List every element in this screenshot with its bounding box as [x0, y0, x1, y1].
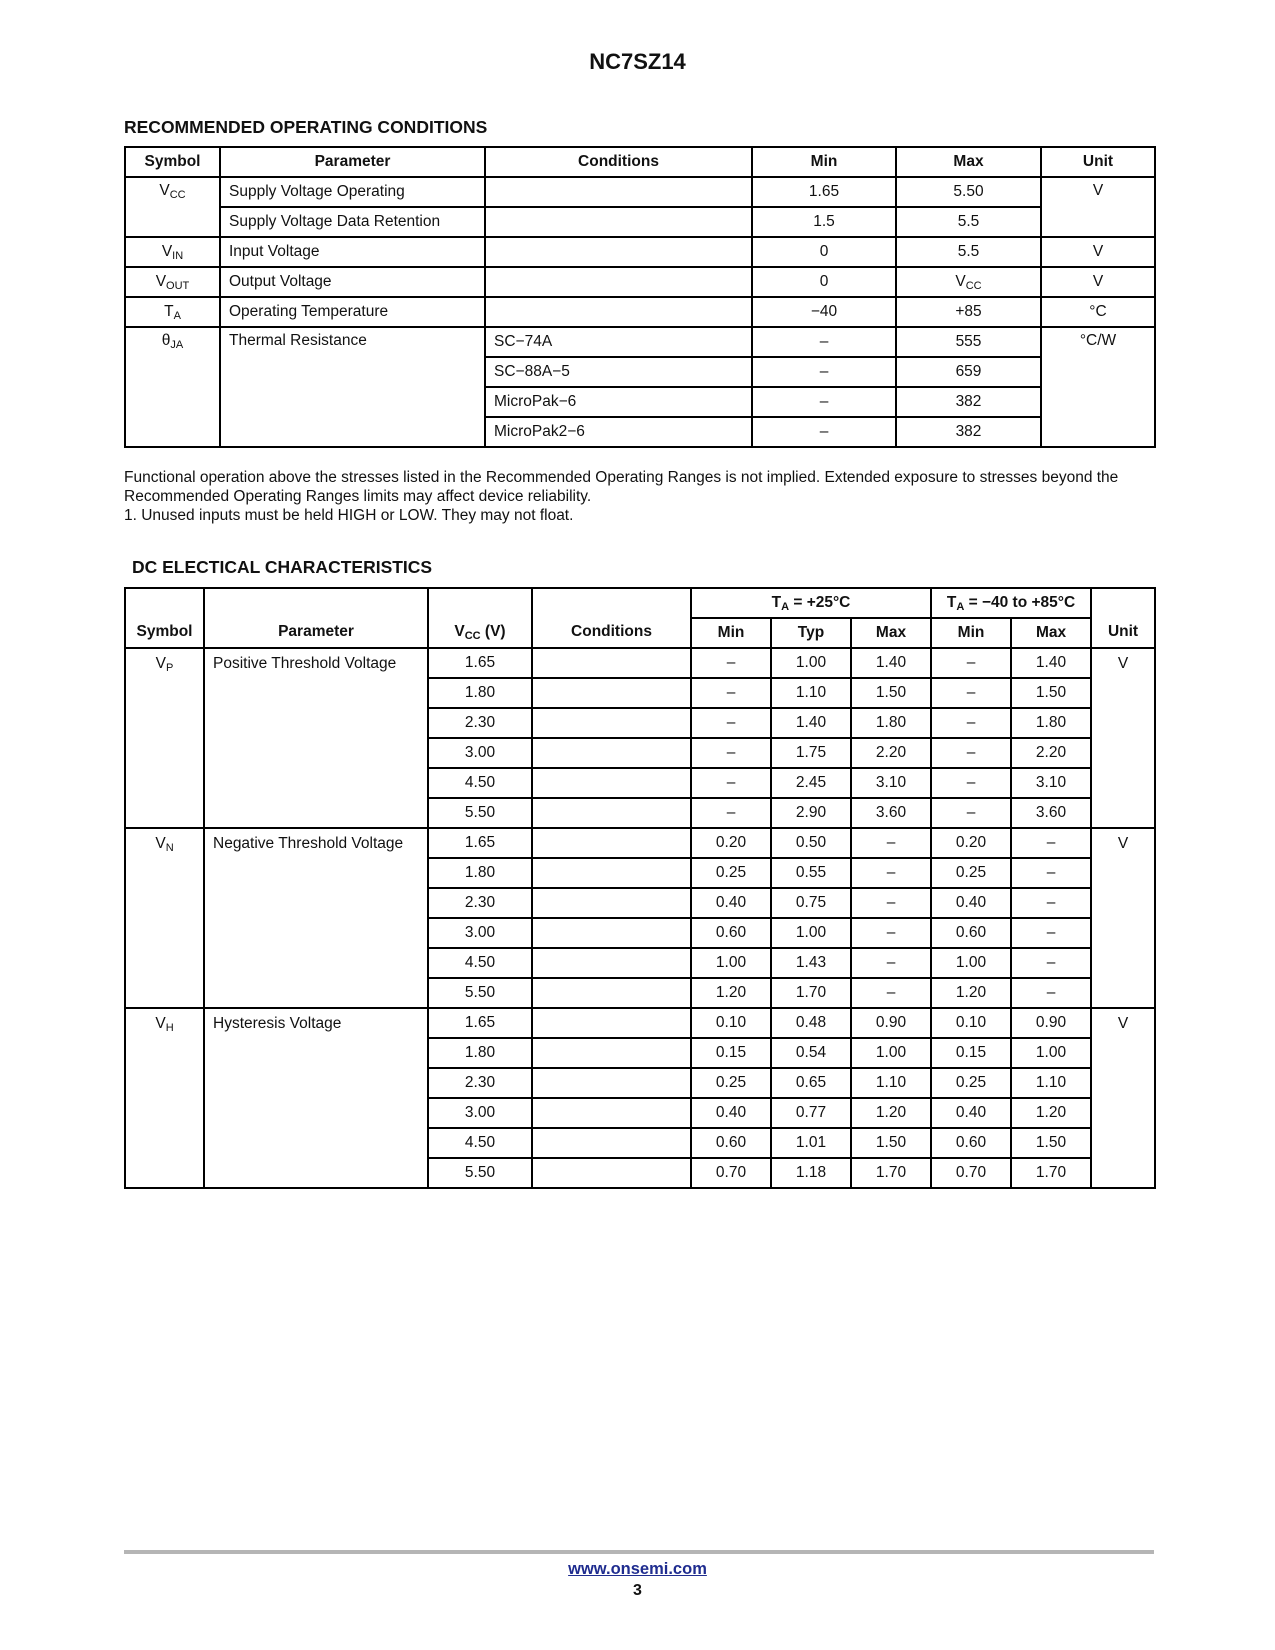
conditions-cell: [532, 1128, 691, 1158]
col-min: Min: [931, 618, 1011, 648]
conditions-cell: [532, 888, 691, 918]
max-cell: 5.5: [896, 237, 1041, 267]
typ-cell: 0.77: [771, 1098, 851, 1128]
max-cell: 2.20: [1011, 738, 1091, 768]
max-cell: 3.10: [1011, 768, 1091, 798]
max-cell: 1.70: [1011, 1158, 1091, 1188]
min-cell: –: [691, 768, 771, 798]
conditions-cell: [532, 948, 691, 978]
min-cell: –: [691, 708, 771, 738]
conditions-cell: [485, 207, 752, 237]
conditions-cell: [532, 1008, 691, 1038]
conditions-cell: [532, 858, 691, 888]
unit-cell: V: [1091, 1008, 1155, 1188]
min-cell: 1.00: [691, 948, 771, 978]
max-cell: –: [851, 858, 931, 888]
vcc-cell: 1.65: [428, 828, 532, 858]
max-cell: –: [1011, 918, 1091, 948]
typ-cell: 0.65: [771, 1068, 851, 1098]
typ-cell: 1.75: [771, 738, 851, 768]
symbol-ta: $T_A$: [125, 297, 220, 327]
max-cell: 1.80: [1011, 708, 1091, 738]
col-max: Max: [896, 147, 1041, 177]
vcc-cell: 2.30: [428, 1068, 532, 1098]
col-parameter: Parameter: [204, 588, 428, 648]
min-cell: 0.15: [691, 1038, 771, 1068]
unit-cell: V: [1091, 648, 1155, 828]
unit-cell: V: [1091, 828, 1155, 1008]
min-cell: –: [752, 387, 896, 417]
min-cell: 0.40: [931, 1098, 1011, 1128]
max-cell: –: [851, 888, 931, 918]
typ-cell: 1.00: [771, 648, 851, 678]
conditions-cell: [532, 978, 691, 1008]
notes: [124, 468, 1164, 525]
max-cell: –: [851, 978, 931, 1008]
typ-cell: 0.54: [771, 1038, 851, 1068]
vcc-cell: 1.80: [428, 678, 532, 708]
col-unit: Unit: [1041, 147, 1155, 177]
table-row: [125, 297, 1155, 327]
col-unit: Unit: [1091, 588, 1155, 648]
max-cell: –: [1011, 888, 1091, 918]
param-cell: Input Voltage: [220, 237, 485, 267]
symbol-cell: $V_N$: [125, 828, 204, 1008]
vcc-cell: 3.00: [428, 738, 532, 768]
note-1: 1. Unused inputs must be held HIGH or LOW. They may not float.: [124, 507, 574, 524]
param-cell: Negative Threshold Voltage: [204, 828, 428, 1008]
max-cell: 5.50: [896, 177, 1041, 207]
conditions-cell: [485, 297, 752, 327]
min-cell: –: [691, 678, 771, 708]
col-conditions: Conditions: [485, 147, 752, 177]
conditions-cell: [532, 648, 691, 678]
min-cell: 0.15: [931, 1038, 1011, 1068]
vcc-cell: 1.80: [428, 858, 532, 888]
min-cell: 1.20: [931, 978, 1011, 1008]
min-cell: 0.10: [691, 1008, 771, 1038]
max-cell: –: [851, 948, 931, 978]
page-title: NC7SZ14: [589, 49, 686, 74]
typ-cell: 1.40: [771, 708, 851, 738]
min-cell: 1.00: [931, 948, 1011, 978]
symbol-vin: $V_{IN}$: [125, 237, 220, 267]
roc-title: RECOMMENDED OPERATING CONDITIONS: [124, 117, 488, 137]
max-cell: 1.00: [851, 1038, 931, 1068]
min-cell: 0.70: [931, 1158, 1011, 1188]
unit-cell: V: [1041, 177, 1155, 237]
param-cell: Hysteresis Voltage: [204, 1008, 428, 1188]
vcc-cell: 5.50: [428, 1158, 532, 1188]
col-max: Max: [851, 618, 931, 648]
table-row: [125, 828, 1155, 858]
max-cell: 382: [896, 387, 1041, 417]
min-cell: 0.25: [931, 1068, 1011, 1098]
max-cell: 1.70: [851, 1158, 931, 1188]
min-cell: –: [691, 738, 771, 768]
symbol-theta-ja: $\theta_{JA}$: [125, 327, 220, 447]
col-symbol: Symbol: [125, 147, 220, 177]
symbol-vout: $V_{OUT}$: [125, 267, 220, 297]
min-cell: 0.25: [691, 858, 771, 888]
min-cell: 1.65: [752, 177, 896, 207]
vcc-cell: 1.65: [428, 1008, 532, 1038]
typ-cell: 2.90: [771, 798, 851, 828]
vcc-cell: 1.80: [428, 1038, 532, 1068]
vcc-cell: 2.30: [428, 708, 532, 738]
conditions-cell: [532, 768, 691, 798]
vcc-cell: 5.50: [428, 978, 532, 1008]
max-cell: 3.60: [851, 798, 931, 828]
min-cell: 1.20: [691, 978, 771, 1008]
vcc-cell: 3.00: [428, 918, 532, 948]
conditions-cell: [532, 738, 691, 768]
conditions-cell: [485, 267, 752, 297]
min-cell: 0.25: [691, 1068, 771, 1098]
conditions-cell: [532, 1068, 691, 1098]
conditions-cell: [532, 1158, 691, 1188]
max-cell: 1.50: [851, 678, 931, 708]
max-cell: 659: [896, 357, 1041, 387]
vcc-cell: 5.50: [428, 798, 532, 828]
max-cell: 1.20: [851, 1098, 931, 1128]
max-cell: 0.90: [851, 1008, 931, 1038]
param-cell: Operating Temperature: [220, 297, 485, 327]
param-cell: Supply Voltage Operating: [220, 177, 485, 207]
min-cell: –: [752, 417, 896, 447]
min-cell: 0.40: [691, 1098, 771, 1128]
min-cell: 0.70: [691, 1158, 771, 1188]
conditions-cell: MicroPak−6: [485, 387, 752, 417]
conditions-cell: MicroPak2−6: [485, 417, 752, 447]
min-cell: –: [931, 708, 1011, 738]
col-group-25c: $T_A = +25^\circ C$: [691, 588, 931, 618]
min-cell: 0: [752, 237, 896, 267]
conditions-cell: [532, 1038, 691, 1068]
min-cell: –: [931, 648, 1011, 678]
typ-cell: 1.18: [771, 1158, 851, 1188]
min-cell: 0: [752, 267, 896, 297]
min-cell: 0.20: [691, 828, 771, 858]
max-cell: 1.10: [851, 1068, 931, 1098]
footer-divider: [124, 1550, 1154, 1554]
col-group-range: $T_A = -40$ to +85°C: [931, 588, 1091, 618]
max-cell: 1.20: [1011, 1098, 1091, 1128]
max-cell: 2.20: [851, 738, 931, 768]
max-cell: +85: [896, 297, 1041, 327]
typ-cell: 1.70: [771, 978, 851, 1008]
max-cell: 1.80: [851, 708, 931, 738]
col-vcc: $V_{CC}$ (V): [428, 588, 532, 648]
conditions-cell: [532, 678, 691, 708]
min-cell: 0.10: [931, 1008, 1011, 1038]
max-cell: 1.50: [1011, 1128, 1091, 1158]
table-row: [125, 237, 1155, 267]
max-cell: 1.10: [1011, 1068, 1091, 1098]
vcc-cell: 4.50: [428, 1128, 532, 1158]
typ-cell: 0.75: [771, 888, 851, 918]
min-cell: 0.40: [691, 888, 771, 918]
max-cell: –: [1011, 948, 1091, 978]
min-cell: 0.60: [691, 1128, 771, 1158]
vcc-cell: 4.50: [428, 768, 532, 798]
min-cell: –: [931, 678, 1011, 708]
max-cell: 382: [896, 417, 1041, 447]
dc-title: DC ELECTICAL CHARACTERISTICS: [132, 557, 433, 577]
min-cell: –: [931, 798, 1011, 828]
conditions-cell: [532, 798, 691, 828]
max-cell: –: [851, 828, 931, 858]
unit-cell: V: [1041, 237, 1155, 267]
max-cell: 555: [896, 327, 1041, 357]
max-cell: 5.5: [896, 207, 1041, 237]
max-cell: 1.50: [851, 1128, 931, 1158]
max-cell: –: [1011, 858, 1091, 888]
max-cell: 1.00: [1011, 1038, 1091, 1068]
roc-header-row: [125, 147, 1155, 177]
typ-cell: 0.48: [771, 1008, 851, 1038]
col-conditions: Conditions: [532, 588, 691, 648]
col-max: Max: [1011, 618, 1091, 648]
conditions-cell: [532, 1098, 691, 1128]
typ-cell: 1.00: [771, 918, 851, 948]
min-cell: –: [691, 648, 771, 678]
min-cell: 0.25: [931, 858, 1011, 888]
max-cell: –: [1011, 978, 1091, 1008]
col-typ: Typ: [771, 618, 851, 648]
conditions-cell: [485, 177, 752, 207]
unit-cell: °C: [1041, 297, 1155, 327]
dc-table: [124, 587, 1156, 1189]
symbol-cell: $V_H$: [125, 1008, 204, 1188]
min-cell: 0.60: [691, 918, 771, 948]
max-cell: $V_{CC}$: [896, 267, 1041, 297]
col-symbol: Symbol: [125, 588, 204, 648]
min-cell: −40: [752, 297, 896, 327]
min-cell: –: [752, 327, 896, 357]
conditions-cell: SC−74A: [485, 327, 752, 357]
conditions-cell: SC−88A−5: [485, 357, 752, 387]
min-cell: 0.60: [931, 918, 1011, 948]
dc-table-body: [125, 648, 1155, 1188]
typ-cell: 1.43: [771, 948, 851, 978]
vcc-cell: 4.50: [428, 948, 532, 978]
col-parameter: Parameter: [220, 147, 485, 177]
typ-cell: 2.45: [771, 768, 851, 798]
param-cell: Output Voltage: [220, 267, 485, 297]
conditions-cell: [532, 708, 691, 738]
max-cell: 3.10: [851, 768, 931, 798]
min-cell: 0.60: [931, 1128, 1011, 1158]
param-cell: Supply Voltage Data Retention: [220, 207, 485, 237]
min-cell: –: [931, 768, 1011, 798]
max-cell: 1.40: [1011, 648, 1091, 678]
table-row: [125, 177, 1155, 207]
min-cell: –: [691, 798, 771, 828]
max-cell: 1.50: [1011, 678, 1091, 708]
min-cell: –: [752, 357, 896, 387]
max-cell: 3.60: [1011, 798, 1091, 828]
max-cell: –: [1011, 828, 1091, 858]
vcc-cell: 1.65: [428, 648, 532, 678]
typ-cell: 1.10: [771, 678, 851, 708]
vcc-cell: 3.00: [428, 1098, 532, 1128]
table-row: [125, 1008, 1155, 1038]
conditions-cell: [532, 828, 691, 858]
min-cell: 0.40: [931, 888, 1011, 918]
table-row: [125, 267, 1155, 297]
page-number: 3: [633, 1582, 642, 1599]
note-stress: Functional operation above the stresses listed in the Recommended Operating Ranges is not implied. Extended exposure to stresses beyond the Recommended Operating Ranges limits may affect device reliability.: [124, 469, 1119, 505]
unit-cell: °C/W: [1041, 327, 1155, 447]
conditions-cell: [485, 237, 752, 267]
max-cell: 0.90: [1011, 1008, 1091, 1038]
col-min: Min: [752, 147, 896, 177]
footer-website-link[interactable]: www.onsemi.com: [568, 1560, 707, 1578]
roc-table: [124, 146, 1156, 448]
table-row: [125, 207, 1155, 237]
col-min: Min: [691, 618, 771, 648]
typ-cell: 0.55: [771, 858, 851, 888]
min-cell: 1.5: [752, 207, 896, 237]
dc-header-row-1: [125, 588, 1155, 618]
typ-cell: 0.50: [771, 828, 851, 858]
vcc-cell: 2.30: [428, 888, 532, 918]
min-cell: –: [931, 738, 1011, 768]
table-row: [125, 648, 1155, 678]
unit-cell: V: [1041, 267, 1155, 297]
max-cell: 1.40: [851, 648, 931, 678]
conditions-cell: [532, 918, 691, 948]
param-cell: Thermal Resistance: [220, 327, 485, 447]
min-cell: 0.20: [931, 828, 1011, 858]
max-cell: –: [851, 918, 931, 948]
param-cell: Positive Threshold Voltage: [204, 648, 428, 828]
typ-cell: 1.01: [771, 1128, 851, 1158]
table-row: [125, 327, 1155, 357]
symbol-cell: $V_P$: [125, 648, 204, 828]
symbol-vcc: $V_{CC}$: [125, 177, 220, 237]
